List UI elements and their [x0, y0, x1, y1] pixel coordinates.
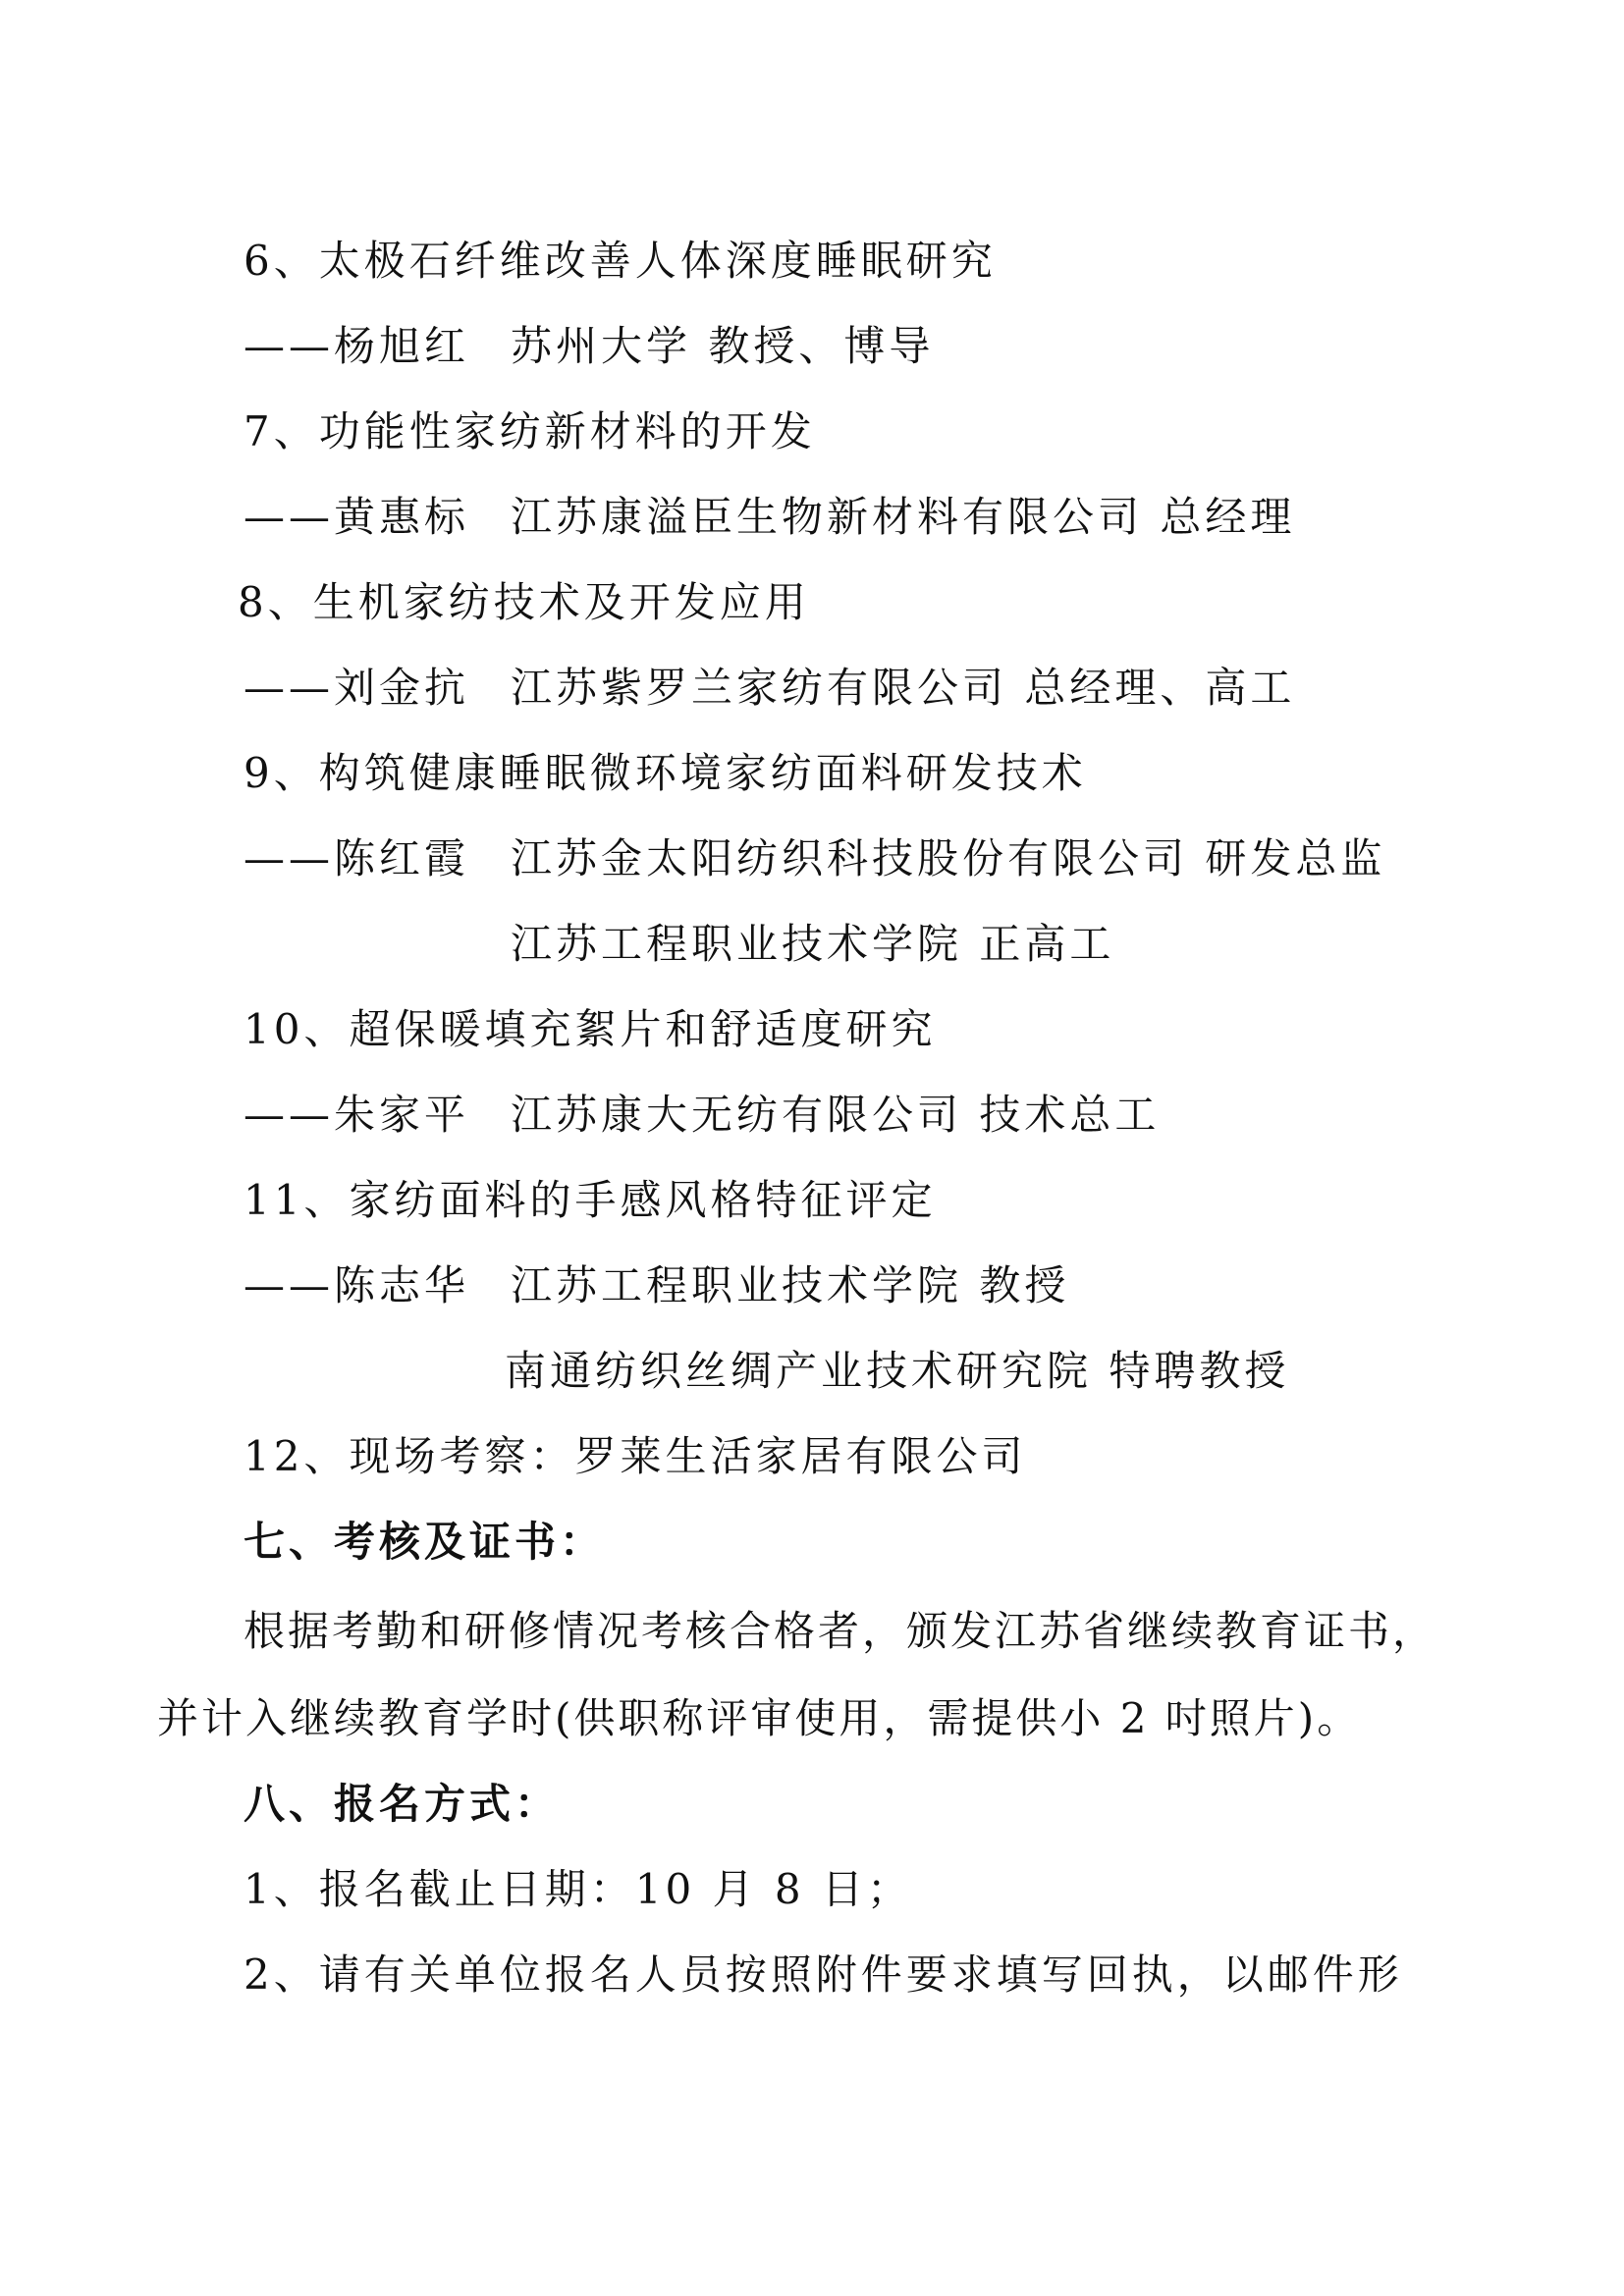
item-11-title: 11、家纺面料的手感风格特征评定	[244, 1176, 937, 1224]
item-11-affiliation-2: 南通纺织丝绸产业技术研究院 特聘教授	[505, 1347, 1290, 1395]
item-7-affiliation: 江苏康溢臣生物新材料有限公司 总经理	[511, 493, 1296, 541]
item-6-speaker: ——杨旭红	[244, 322, 470, 370]
item-11-speaker: ——陈志华	[244, 1261, 470, 1309]
section-7-paragraph-line-2: 并计入继续教育学时(供职称评审使用，需提供小 2 吋照片)。	[157, 1694, 1362, 1742]
section-7-heading: 七、考核及证书：	[244, 1518, 606, 1566]
section-8-heading: 八、报名方式：	[244, 1780, 561, 1828]
item-10-title: 10、超保暖填充絮片和舒适度研究	[244, 1005, 937, 1053]
item-9-title: 9、构筑健康睡眠微环境家纺面料研发技术	[244, 749, 1087, 797]
item-8-affiliation: 江苏紫罗兰家纺有限公司 总经理、高工	[511, 664, 1296, 712]
item-6-affiliation: 苏州大学 教授、博导	[511, 322, 935, 370]
item-9-affiliation-2: 江苏工程职业技术学院 正高工	[511, 920, 1115, 968]
section-8-item-1: 1、报名截止日期：10 月 8 日；	[244, 1865, 912, 1913]
item-6-title: 6、太极石纤维改善人体深度睡眠研究	[244, 237, 997, 285]
item-8-speaker: ——刘金抗	[244, 664, 470, 712]
item-12-title: 12、现场考察：罗莱生活家居有限公司	[244, 1432, 1027, 1480]
section-8-item-2: 2、请有关单位报名人员按照附件要求填写回执，以邮件形	[244, 1950, 1403, 1999]
item-10-speaker: ——朱家平	[244, 1091, 470, 1139]
item-9-affiliation: 江苏金太阳纺织科技股份有限公司 研发总监	[511, 834, 1386, 882]
item-7-title: 7、功能性家纺新材料的开发	[244, 407, 816, 455]
section-7-paragraph-line-1: 根据考勤和研修情况考核合格者，颁发江苏省继续教育证书，	[244, 1607, 1437, 1655]
item-9-speaker: ——陈红霞	[244, 834, 470, 882]
item-8-title: 8、生机家纺技术及开发应用	[238, 578, 810, 626]
item-7-speaker: ——黄惠标	[244, 493, 470, 541]
item-10-affiliation: 江苏康大无纺有限公司 技术总工	[511, 1091, 1161, 1139]
item-11-affiliation: 江苏工程职业技术学院 教授	[511, 1261, 1070, 1309]
